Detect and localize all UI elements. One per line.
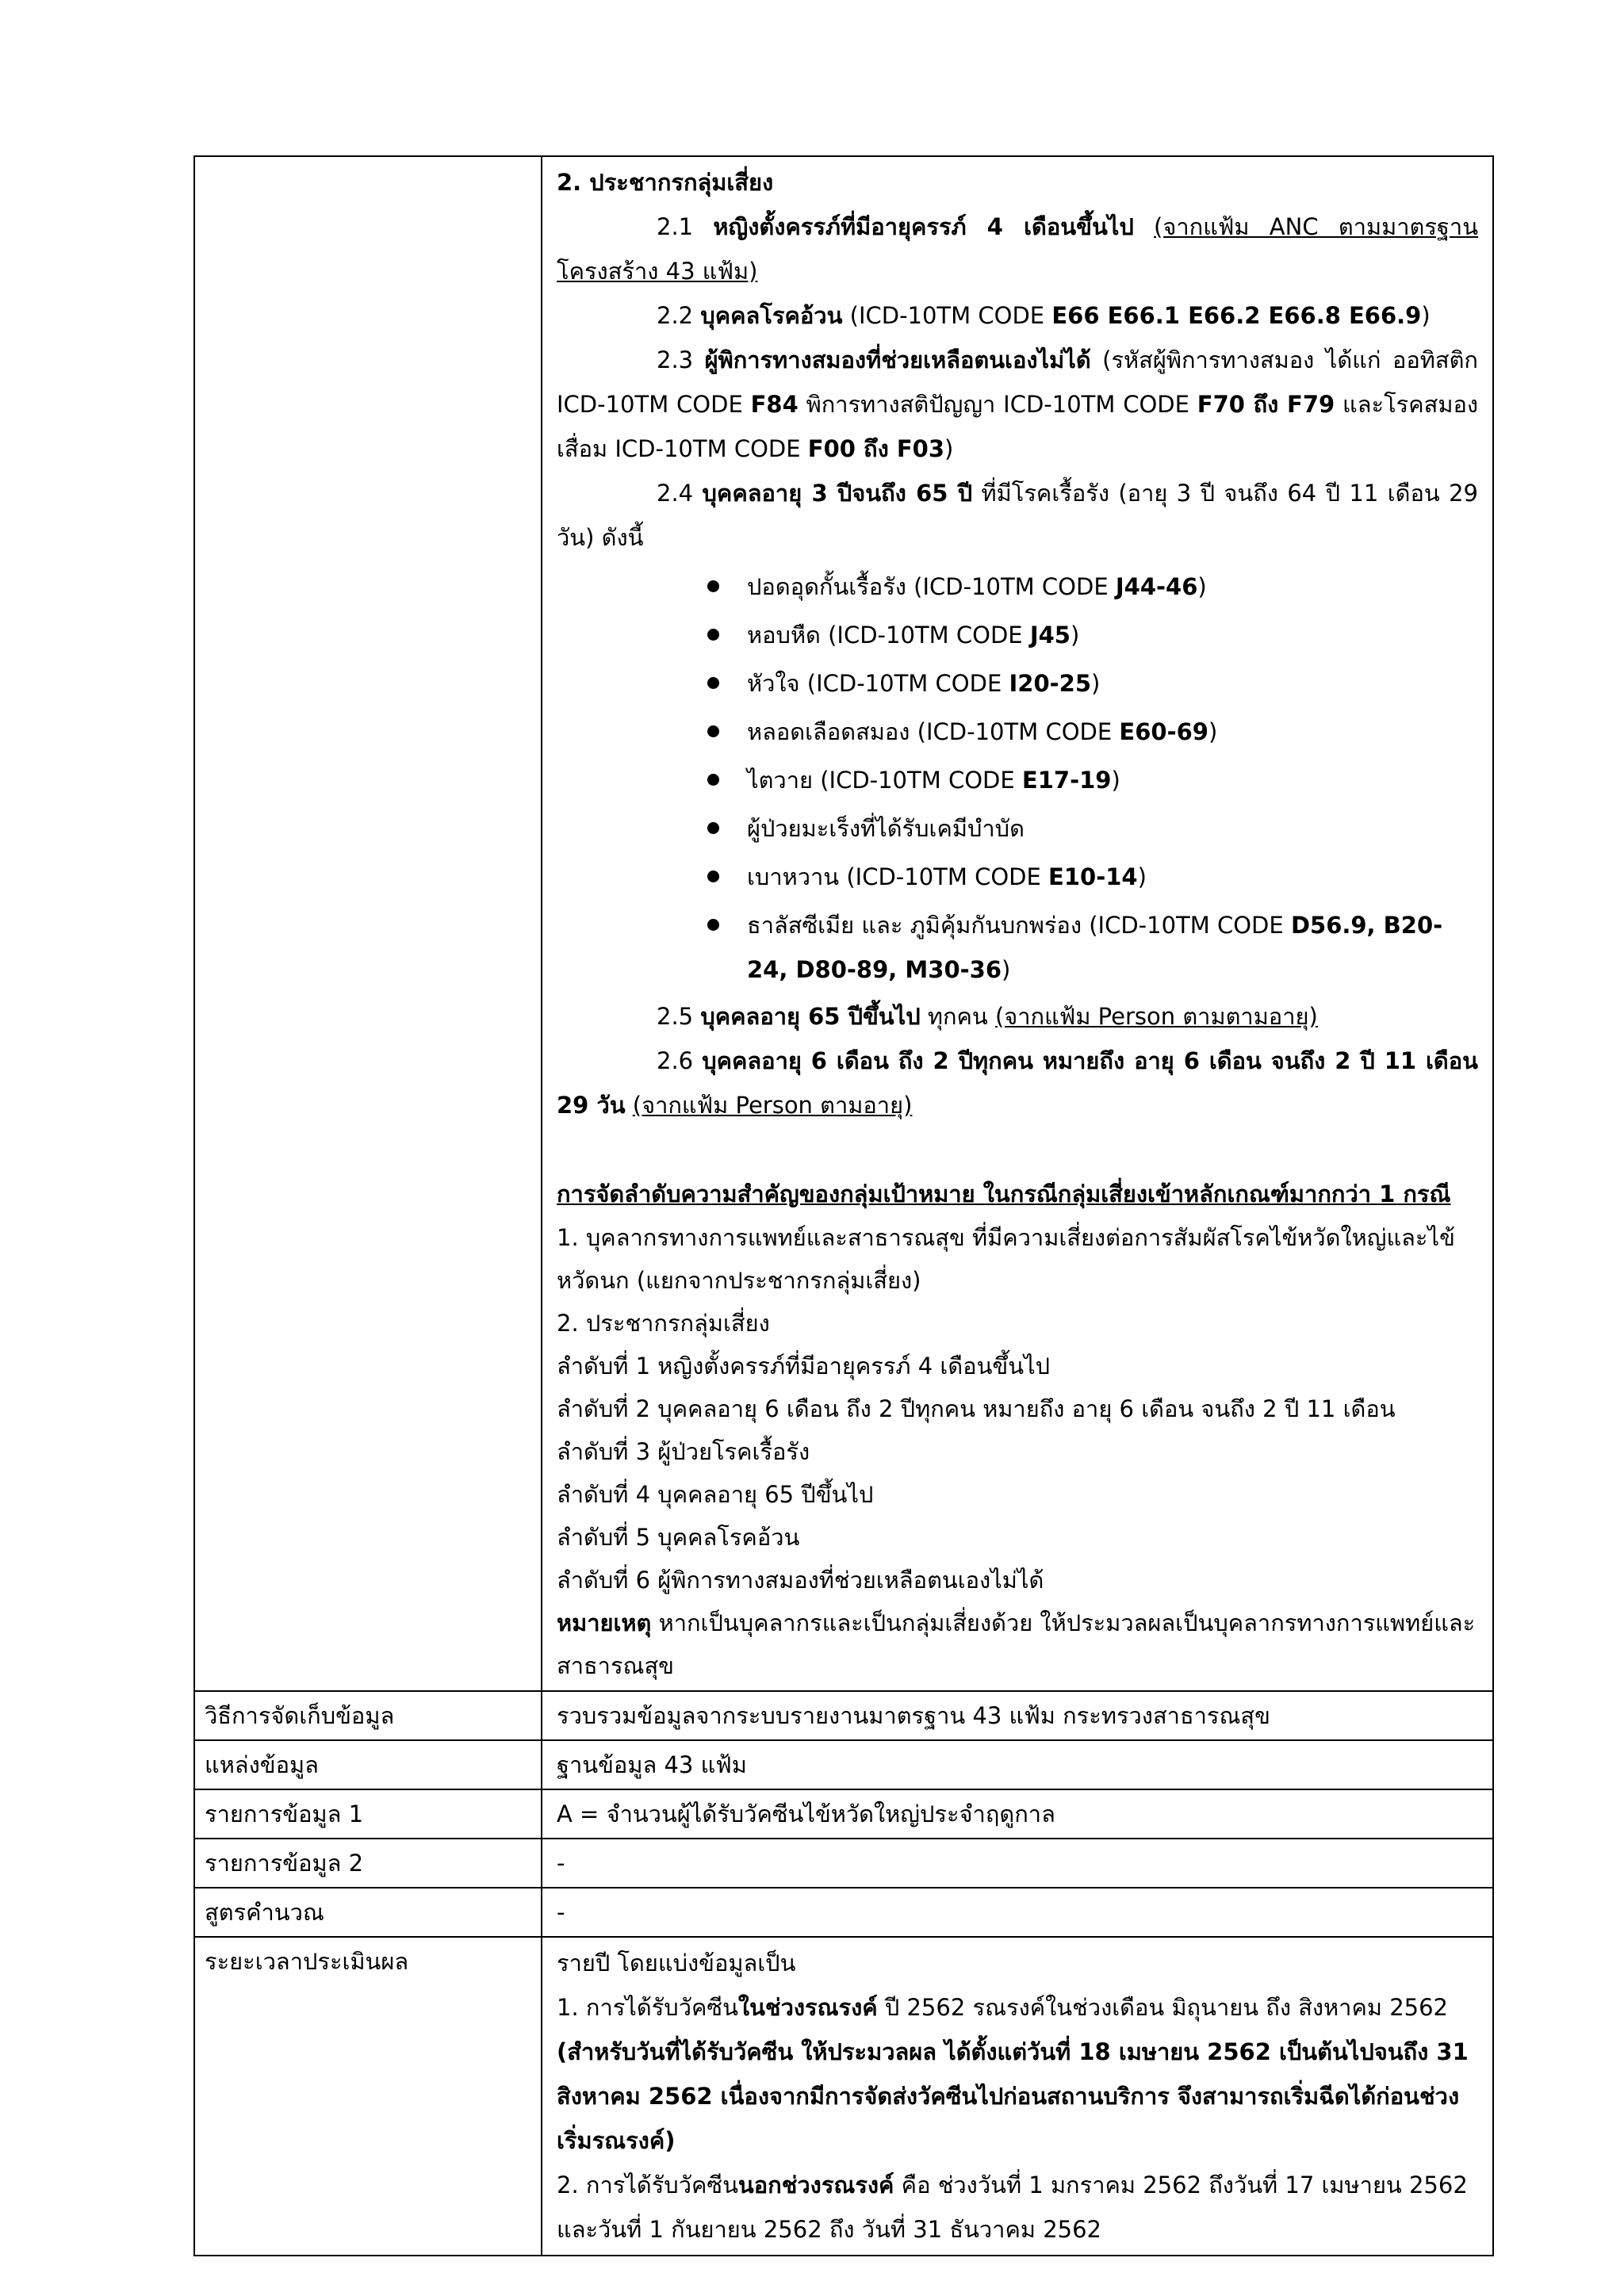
item-number: 2.1 (657, 213, 714, 240)
disease-name: เบาหวาน (ICD-10TM CODE (747, 863, 1049, 890)
row-value: A = จำนวนผู้ได้รับวัคซีนไข้หวัดใหญ่ประจำฤดูกาล (557, 1800, 1055, 1827)
item-number: 2.6 (657, 1047, 703, 1074)
row-label: ระยะเวลาประเมินผล (195, 1938, 542, 2255)
spacer (1134, 213, 1154, 240)
bullet-icon (707, 774, 719, 786)
bullet-icon (707, 919, 719, 931)
period-emphasis: (สำหรับวันที่ได้รับวัคซีน ให้ประมวลผล ได้ตั้งแต่วันที่ 18 เมษายน 2562 เป็นต้นไปจนถึง 31 สิงหาคม 2562 เนื่องจากมีการจัดส่งวัคซีนไปก่อนสถานบริการ จึงสามารถเริ่มฉีดได้ก่อนช่วงเริ่มรณรงค์) (557, 2038, 1469, 2154)
bracket: ) (1197, 573, 1207, 600)
period-text: ปี 2562 รณรงค์ในช่วงเดือน มิถุนายน ถึง สิงหาคม 2562 (877, 1994, 1448, 2021)
period-text: 2. การได้รับวัคซีน (557, 2172, 738, 2198)
bullet-icon (707, 677, 719, 689)
icd-code: I20-25 (1009, 670, 1092, 697)
item-number: 2.5 (657, 1003, 701, 1030)
note-label: หมายเหตุ (557, 1609, 652, 1636)
risk-group-title: 2. ประชากรกลุ่มเสี่ยง (557, 169, 774, 196)
row-value: - (557, 1850, 565, 1877)
disease-name: หลอดเลือดสมอง (ICD-10TM CODE (747, 718, 1120, 745)
list-item (707, 660, 1478, 708)
icd-code: F00 ถึง F03 (807, 435, 945, 462)
disease-name: หัวใจ (ICD-10TM CODE (747, 670, 1009, 697)
item-2-5 (557, 994, 1478, 1039)
item-number: 2.2 (657, 302, 701, 329)
bracket: ) (1070, 622, 1080, 649)
priority-line: ลำดับที่ 5 บุคคลโรคอ้วน (557, 1524, 800, 1551)
priority-heading: การจัดลำดับความสำคัญของกลุ่มเป้าหมาย ในกรณีกลุ่มเสี่ยงเข้าหลักเกณฑ์มากกว่า 1 กรณี (557, 1181, 1451, 1207)
source-note: (จากแฟ้ม Person ตามตามอายุ) (994, 1003, 1318, 1030)
item-text: ) (1421, 302, 1431, 329)
priority-line: ลำดับที่ 3 ผู้ป่วยโรคเรื้อรัง (557, 1438, 810, 1465)
row-label: วิธีการจัดเก็บข้อมูล (195, 1692, 542, 1739)
risk-group-row (195, 157, 1492, 1690)
priority-line: ลำดับที่ 1 หญิงตั้งครรภ์ที่มีอายุครรภ์ 4 เดือนขึ้นไป (557, 1353, 1051, 1380)
item-text: และโรคสมองเสื่อม ICD-10TM CODE (557, 391, 1479, 462)
priority-list (557, 1216, 1478, 1687)
icd-code: J44-46 (1115, 573, 1198, 600)
row-value: รวบรวมข้อมูลจากระบบรายงานมาตรฐาน 43 แฟ้ม กระทรวงสาธารณสุข (557, 1702, 1270, 1729)
period-text: คือ ช่วงวันที่ 1 มกราคม 2562 ถึงวันที่ 17 เมษายน 2562 และวันที่ 1 กันยายน 2562 ถึง วันที่ 31 ธันวาคม 2562 (557, 2172, 1468, 2243)
spacer (557, 1127, 1478, 1172)
empty-label-cell (195, 157, 542, 1690)
disease-name: หอบหืด (ICD-10TM CODE (747, 622, 1030, 649)
icd-code: E10-14 (1048, 863, 1138, 890)
bullet-icon (707, 871, 719, 882)
data-item-1-row (195, 1789, 1492, 1838)
source-note: (จากแฟ้ม ANC ตามมาตรฐานโครงสร้าง 43 แฟ้ม) (557, 213, 1479, 285)
disease-name: ปอดอุดกั้นเรื้อรัง (ICD-10TM CODE (747, 573, 1116, 600)
period-campaign (557, 1985, 1478, 2163)
item-text: ทุกคน (920, 1003, 995, 1030)
icd-code: J45 (1029, 622, 1071, 649)
item-title: ผู้พิการทางสมองที่ช่วยเหลือตนเองไม่ได้ (704, 346, 1091, 373)
bracket: ) (1137, 863, 1147, 890)
bracket: ) (1208, 718, 1218, 745)
period-text: 1. การได้รับวัคซีน (557, 1994, 738, 2021)
disease-name: ไตวาย (ICD-10TM CODE (747, 767, 1022, 794)
item-2-1 (557, 205, 1478, 293)
period-emphasis: ในช่วงรณรงค์ (737, 1994, 878, 2021)
icd-code: D56.9, B20-24, D80-89, M30-36 (747, 912, 1443, 983)
list-item (707, 708, 1478, 756)
item-text: ที่มีโรคเรื้อรัง (อายุ 3 ปี จนถึง 64 ปี 11 เดือน 29 วัน) ดังนี้ (557, 480, 1478, 551)
bullet-icon (707, 629, 719, 641)
icd-code: E60-69 (1119, 718, 1208, 745)
item-title: บุคคลอายุ 3 ปีจนถึง 65 ปี (702, 480, 973, 507)
item-title: บุคคลโรคอ้วน (700, 302, 843, 329)
row-value: - (557, 1899, 565, 1926)
period-off-campaign (557, 2163, 1478, 2252)
priority-line: ลำดับที่ 6 ผู้พิการทางสมองที่ช่วยเหลือตนเองไม่ได้ (557, 1567, 1044, 1594)
bracket: ) (1091, 670, 1101, 697)
list-item (707, 901, 1478, 994)
item-title: บุคคลอายุ 6 เดือน ถึง 2 ปีทุกคน หมายถึง อายุ 6 เดือน จนถึง 2 ปี 11 เดือน 29 วัน (557, 1047, 1478, 1119)
item-2-2 (557, 293, 1478, 338)
bullet-icon (707, 725, 719, 737)
evaluation-period-row (195, 1936, 1492, 2255)
spacer (626, 1092, 633, 1119)
source-note: (จากแฟ้ม Person ตามอายุ) (632, 1092, 913, 1119)
list-item (707, 756, 1478, 805)
row-label: สูตรคำนวณ (195, 1888, 542, 1936)
row-label: รายการข้อมูล 2 (195, 1839, 542, 1887)
item-number: 2.3 (657, 346, 705, 373)
list-item (707, 805, 1478, 853)
bullet-icon (707, 822, 719, 834)
note-text: หากเป็นบุคลากรและเป็นกลุ่มเสี่ยงด้วย ให้ประมวลผลเป็นบุคลากรทางการแพทย์และสาธารณสุข (557, 1609, 1476, 1679)
item-title: บุคคลอายุ 65 ปีขึ้นไป (700, 1003, 921, 1030)
icd-code: F84 (750, 391, 799, 418)
source-row (195, 1739, 1492, 1789)
item-text: ) (944, 435, 954, 462)
bracket: ) (1111, 767, 1120, 794)
period-emphasis: นอกช่วงรณรงค์ (737, 2172, 894, 2198)
risk-group-content (542, 157, 1492, 1690)
method-row (195, 1690, 1492, 1739)
period-intro: รายปี โดยแบ่งข้อมูลเป็น (557, 1950, 796, 1976)
priority-line: ลำดับที่ 4 บุคคลอายุ 65 ปีขึ้นไป (557, 1481, 874, 1508)
item-text: (รหัสผู้พิการทางสมอง ได้แก่ ออทิสติก ICD-10TM CODE (557, 346, 1478, 418)
chronic-disease-list (557, 563, 1478, 994)
item-text: (ICD-10TM CODE (842, 302, 1052, 329)
priority-line: ลำดับที่ 2 บุคคลอายุ 6 เดือน ถึง 2 ปีทุกคน หมายถึง อายุ 6 เดือน จนถึง 2 ปี 11 เดือน (557, 1395, 1396, 1422)
item-2-3 (557, 338, 1478, 471)
item-2-6 (557, 1039, 1478, 1127)
bullet-icon (707, 580, 719, 592)
priority-line: 1. บุคลากรทางการแพทย์และสาธารณสุข ที่มีความเสี่ยงต่อการสัมผัสโรคไข้หวัดใหญ่และไข้หวัดนก (แยกจากประชากรกลุ่มเสี่ยง) (557, 1224, 1455, 1294)
row-value: ฐานข้อมูล 43 แฟ้ม (557, 1751, 747, 1778)
item-2-4 (557, 471, 1478, 560)
priority-line: 2. ประชากรกลุ่มเสี่ยง (557, 1310, 770, 1337)
icd-code: F70 ถึง F79 (1197, 391, 1335, 418)
data-item-2-row (195, 1838, 1492, 1887)
row-label: แหล่งข้อมูล (195, 1741, 542, 1789)
disease-name: ผู้ป่วยมะเร็งที่ได้รับเคมีบำบัด (747, 815, 1025, 842)
item-number: 2.4 (657, 480, 703, 507)
row-label: รายการข้อมูล 1 (195, 1790, 542, 1838)
item-text: พิการทางสติปัญญา ICD-10TM CODE (798, 391, 1197, 418)
indicator-table (193, 155, 1494, 2256)
list-item (707, 853, 1478, 901)
list-item (707, 611, 1478, 660)
icd-code: E17-19 (1021, 767, 1112, 794)
bracket: ) (1002, 956, 1011, 983)
priority-note (557, 1601, 1478, 1687)
icd-code: E66 E66.1 E66.2 E66.8 E66.9 (1051, 302, 1422, 329)
disease-name: ธาลัสซีเมีย และ ภูมิคุ้มกันบกพร่อง (ICD-10TM CODE (747, 912, 1291, 939)
item-title: หญิงตั้งครรภ์ที่มีอายุครรภ์ 4 เดือนขึ้นไป (713, 213, 1134, 240)
list-item (707, 563, 1478, 611)
formula-row (195, 1887, 1492, 1936)
evaluation-period-content (542, 1938, 1492, 2255)
